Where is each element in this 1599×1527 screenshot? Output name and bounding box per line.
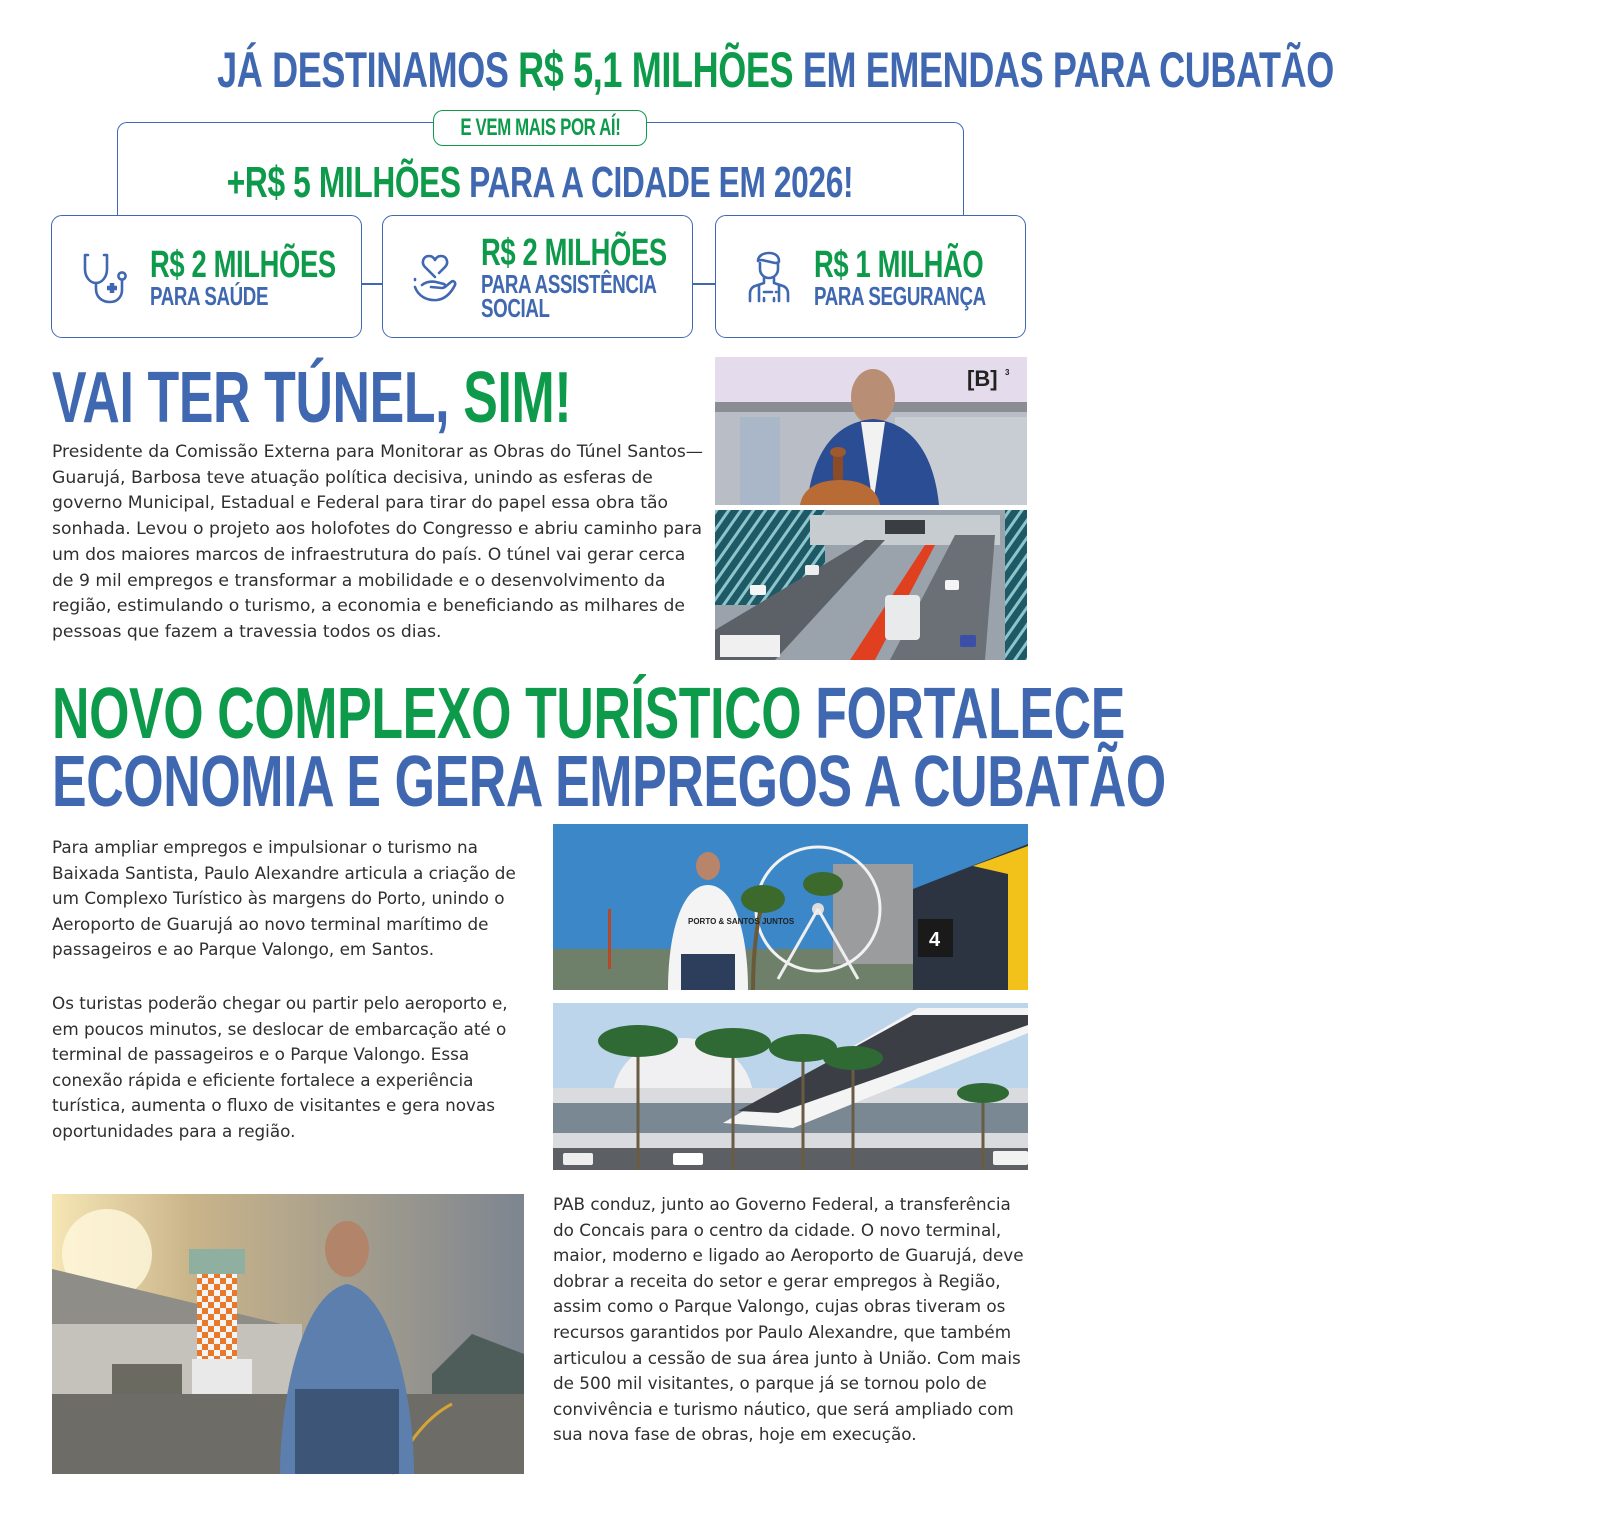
- badge-label: E VEM MAIS POR AÍ!: [459, 114, 621, 141]
- building-number: 4: [929, 929, 941, 951]
- svg-text:3: 3: [1005, 368, 1010, 377]
- security-guard-icon: [738, 247, 798, 307]
- shirt-text: PORTO & SANTOS JUNTOS: [688, 917, 795, 926]
- photo-tunnel-render: [715, 510, 1027, 660]
- complexo-title-blue-1: FORTALECE: [815, 674, 1125, 754]
- card-description: PARA ASSISTÊNCIA: [481, 268, 657, 299]
- card-amount: R$ 1 MILHÃO: [814, 243, 984, 286]
- tunnel-title-blue: VAI TER TÚNEL,: [52, 358, 464, 438]
- card-amount: R$ 2 MILHÕES: [150, 243, 336, 286]
- funding-card-health: [51, 215, 362, 338]
- card-amount: R$ 2 MILHÕES: [481, 231, 667, 274]
- complexo-paragraph-2: Os turistas poderão chegar ou partir pelo aeroporto e, em poucos minutos, se deslocar de embarcação até o terminal de passageiros e o Parque Valongo. Essa conexão rápida e eficiente fortalece a experiência turística, aumenta o fluxo de visitantes e gera novas oportunidades para a região.: [52, 993, 508, 1141]
- tunnel-title-green: SIM!: [463, 358, 572, 438]
- funding-card-security: [715, 215, 1026, 338]
- tunnel-section-title: [52, 358, 773, 438]
- heart-hand-icon: [405, 247, 465, 307]
- photo-passenger-terminal-render: [553, 1003, 1028, 1170]
- card-description: PARA SEGURANÇA: [814, 280, 986, 311]
- funding-card-social: [382, 215, 693, 338]
- complexo-title-green: NOVO COMPLEXO TURÍSTICO: [52, 674, 816, 754]
- complexo-paragraph-1: Para ampliar empregos e impulsionar o turismo na Baixada Santista, Paulo Alexandre articula a criação de um Complexo Turístico às margens do Porto, unindo o Aeroporto de Guarujá ao novo terminal marítimo de passageiros e ao Parque Valongo, em Santos.: [52, 837, 516, 960]
- more-coming-badge: [433, 110, 647, 146]
- card-description-line2: SOCIAL: [481, 292, 550, 323]
- photo-b3-bell-ringing: [715, 357, 1027, 505]
- headline-amount: R$ 5,1 MILHÕES: [518, 42, 794, 98]
- subheadline: [0, 160, 1080, 206]
- subheadline-rest: PARA A CIDADE EM 2026!: [460, 158, 854, 207]
- concais-paragraph: PAB conduz, junto ao Governo Federal, a transferência do Concais para o centro da cidade. O novo terminal, maior, moderno e ligado ao Aeroporto de Guarujá, deve dobrar a receita do setor e gerar empregos à Região, assim como o Parque Valongo, cujas obras tiveram os recursos garantidos por Paulo Alexandre, que também articulou a cessão de sua área junto à União. Com mais de 500 mil visitantes, o parque já se tornou polo de convivência e turismo náutico, que será ampliado com sua nova fase de obras, hoje em execução.: [553, 1194, 1024, 1445]
- subheadline-amount: +R$ 5 MILHÕES: [226, 158, 461, 207]
- card-description: PARA SAÚDE: [150, 280, 269, 311]
- complexo-title-blue-2: ECONOMIA E GERA EMPREGOS A CUBATÃO: [52, 742, 1166, 822]
- complexo-section-title: [52, 674, 1599, 822]
- headline-part2: EM EMENDAS PARA CUBATÃO: [793, 42, 1334, 98]
- headline-part1: JÁ DESTINAMOS: [217, 42, 519, 98]
- b3-logo: [B]: [967, 366, 998, 391]
- photo-ferris-wheel: [553, 824, 1028, 990]
- photo-guaruja-airport: [52, 1194, 524, 1474]
- stethoscope-icon: [74, 247, 134, 307]
- tunnel-paragraph: Presidente da Comissão Externa para Monitorar as Obras do Túnel Santos—Guarujá, Barbosa teve atuação política decisiva, unindo as esferas de governo Municipal, Estadual e Federal para tirar do papel essa obra tão sonhada. Levou o projeto aos holofotes do Congresso e abriu caminho para um dos maiores marcos de infraestrutura do país. O túnel vai gerar cerca de 9 mil empregos e transformar a mobilidade e o desenvolvimento da região, estimulando o turismo, a economia e beneficiando as milhares de pessoas que fazem a travessia todos os dias.: [52, 442, 703, 642]
- main-headline: [0, 42, 1334, 98]
